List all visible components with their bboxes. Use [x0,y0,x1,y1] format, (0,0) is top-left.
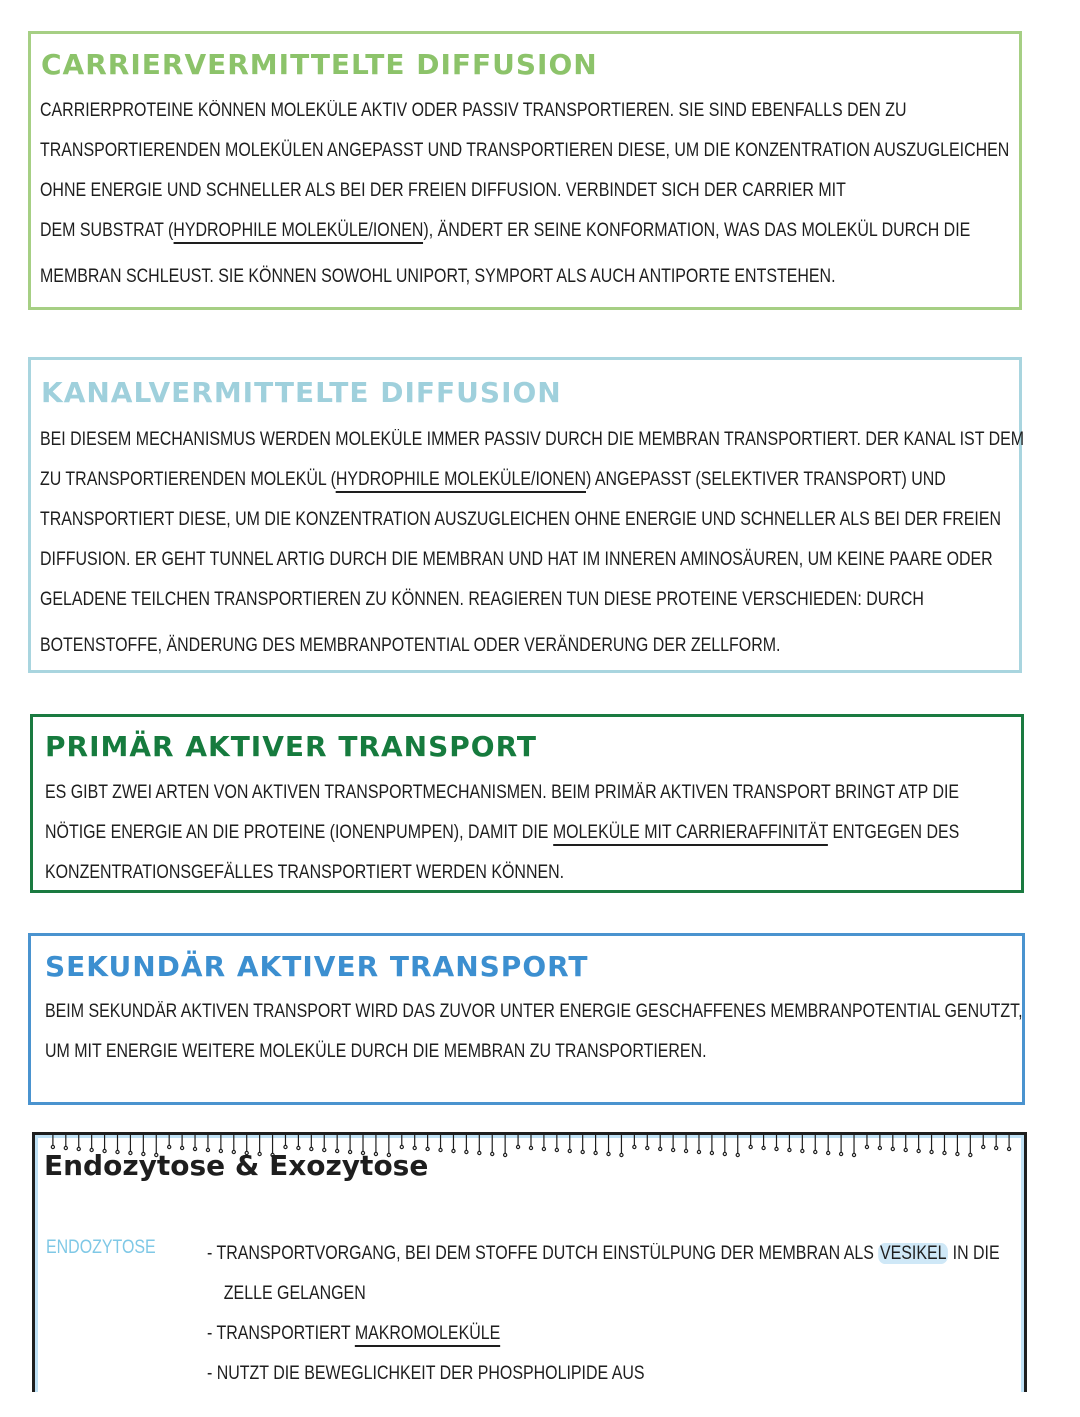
text-line [40,211,1009,251]
text-line: KONZENTRATIONSGEFÄLLES TRANSPORTIERT WERDEN KÖNNEN. [45,862,565,883]
text-segment: IN DIE [948,1243,1000,1264]
list-item: - NUTZT DIE BEWEGLICHKEIT DER PHOSPHOLIPIDE AUS [207,1363,645,1384]
text-segment: ), ÄNDERT ER SEINE KONFORMATION, WAS DAS MOLEKÜL DURCH DIE [423,220,971,241]
text-line: BEI DIESEM MECHANISMUS WERDEN MOLEKÜLE IMMER PASSIV DURCH DIE MEMBRAN TRANSPORTIERT. DER KANAL IST DEM [40,429,1025,450]
card-title: Endozytose & Exozytose [44,1149,429,1182]
card-body [40,91,1009,297]
text-segment: DEM SUBSTRAT ( [40,220,174,241]
text-segment: ) ANGEPASST (SELEKTIVER TRANSPORT) UND [586,469,946,490]
list-item-continuation: ZELLE GELANGEN [223,1283,366,1304]
text-segment: ZU TRANSPORTIERENDEN MOLEKÜL ( [40,469,336,490]
text-line [45,813,959,853]
card-kanalvermittelte-diffusion [28,357,1025,673]
card-endozytose-exozytose [32,1132,1027,1392]
text-line: UM MIT ENERGIE WEITERE MOLEKÜLE DURCH DIE MEMBRAN ZU TRANSPORTIEREN. [45,1041,707,1062]
card-title: CARRIERVERMITTELTE DIFFUSION [41,48,598,81]
card-primaer-aktiver-transport [30,714,1024,893]
text-line: MEMBRAN SCHLEUST. SIE KÖNNEN SOWOHL UNIPORT, SYMPORT ALS AUCH ANTIPORTE ENTSTEHEN. [40,266,836,287]
bullet-list [207,1234,1000,1394]
text-line: DIFFUSION. ER GEHT TUNNEL ARTIG DURCH DIE MEMBRAN UND HAT IM INNEREN AMINOSÄUREN, UM KEINE PAARE ODER [40,549,993,570]
text-line: OHNE ENERGIE UND SCHNELLER ALS BEI DER FREIEN DIFFUSION. VERBINDET SICH DER CARRIER MIT [40,180,846,201]
card-title: KANALVERMITTELTE DIFFUSION [41,376,562,409]
text-segment: - TRANSPORTVORGANG, BEI DEM STOFFE DUTCH EINSTÜLPUNG DER MEMBRAN ALS [207,1243,879,1264]
card-carriervermittelte-diffusion [28,31,1022,310]
text-segment: NÖTIGE ENERGIE AN DIE PROTEINE (IONENPUMPEN), DAMIT DIE [45,822,553,843]
card-sekundaer-aktiver-transport [28,933,1025,1105]
text-line: ES GIBT ZWEI ARTEN VON AKTIVEN TRANSPORTMECHANISMEN. BEIM PRIMÄR AKTIVEN TRANSPORT BRINGT ATP DIE [45,782,960,803]
underlined-term: HYDROPHILE MOLEKÜLE/IONEN [336,469,586,493]
text-line: BEIM SEKUNDÄR AKTIVEN TRANSPORT WIRD DAS ZUVOR UNTER ENERGIE GESCHAFFENES MEMBRANPOTENTIAL GENUTZT, [45,1001,1023,1022]
card-title: PRIMÄR AKTIVER TRANSPORT [45,730,537,763]
text-line: BOTENSTOFFE, ÄNDERUNG DES MEMBRANPOTENTIAL ODER VERÄNDERUNG DER ZELLFORM. [40,635,781,656]
term-label: ENDOZYTOSE [46,1237,156,1258]
text-segment: - TRANSPORTIERT [207,1323,355,1344]
card-body [45,773,959,893]
text-segment: ENTGEGEN DES [828,822,960,843]
underlined-term: HYDROPHILE MOLEKÜLE/IONEN [173,220,423,244]
card-body [45,992,1023,1072]
card-body [40,420,1024,666]
text-line [40,460,1024,500]
text-line: GELADENE TEILCHEN TRANSPORTIEREN ZU KÖNNEN. REAGIEREN TUN DIESE PROTEINE VERSCHIEDEN: DURCH [40,589,924,610]
highlighted-term: VESIKEL [879,1243,947,1264]
list-item [207,1314,1000,1354]
text-line: CARRIERPROTEINE KÖNNEN MOLEKÜLE AKTIV ODER PASSIV TRANSPORTIEREN. SIE SIND EBENFALLS DEN ZU [40,100,907,121]
underlined-term: MOLEKÜLE MIT CARRIERAFFINITÄT [553,822,828,846]
underlined-term: MAKROMOLEKÜLE [355,1323,500,1347]
text-line: TRANSPORTIERT DIESE, UM DIE KONZENTRATION AUSZUGLEICHEN OHNE ENERGIE UND SCHNELLER ALS BEI DER FREIEN [40,509,1002,530]
list-item [207,1234,1000,1274]
card-title: SEKUNDÄR AKTIVER TRANSPORT [45,950,589,983]
text-line: TRANSPORTIERENDEN MOLEKÜLEN ANGEPASST UND TRANSPORTIEREN DIESE, UM DIE KONZENTRATION AUSZUGLEICHEN [40,140,1010,161]
